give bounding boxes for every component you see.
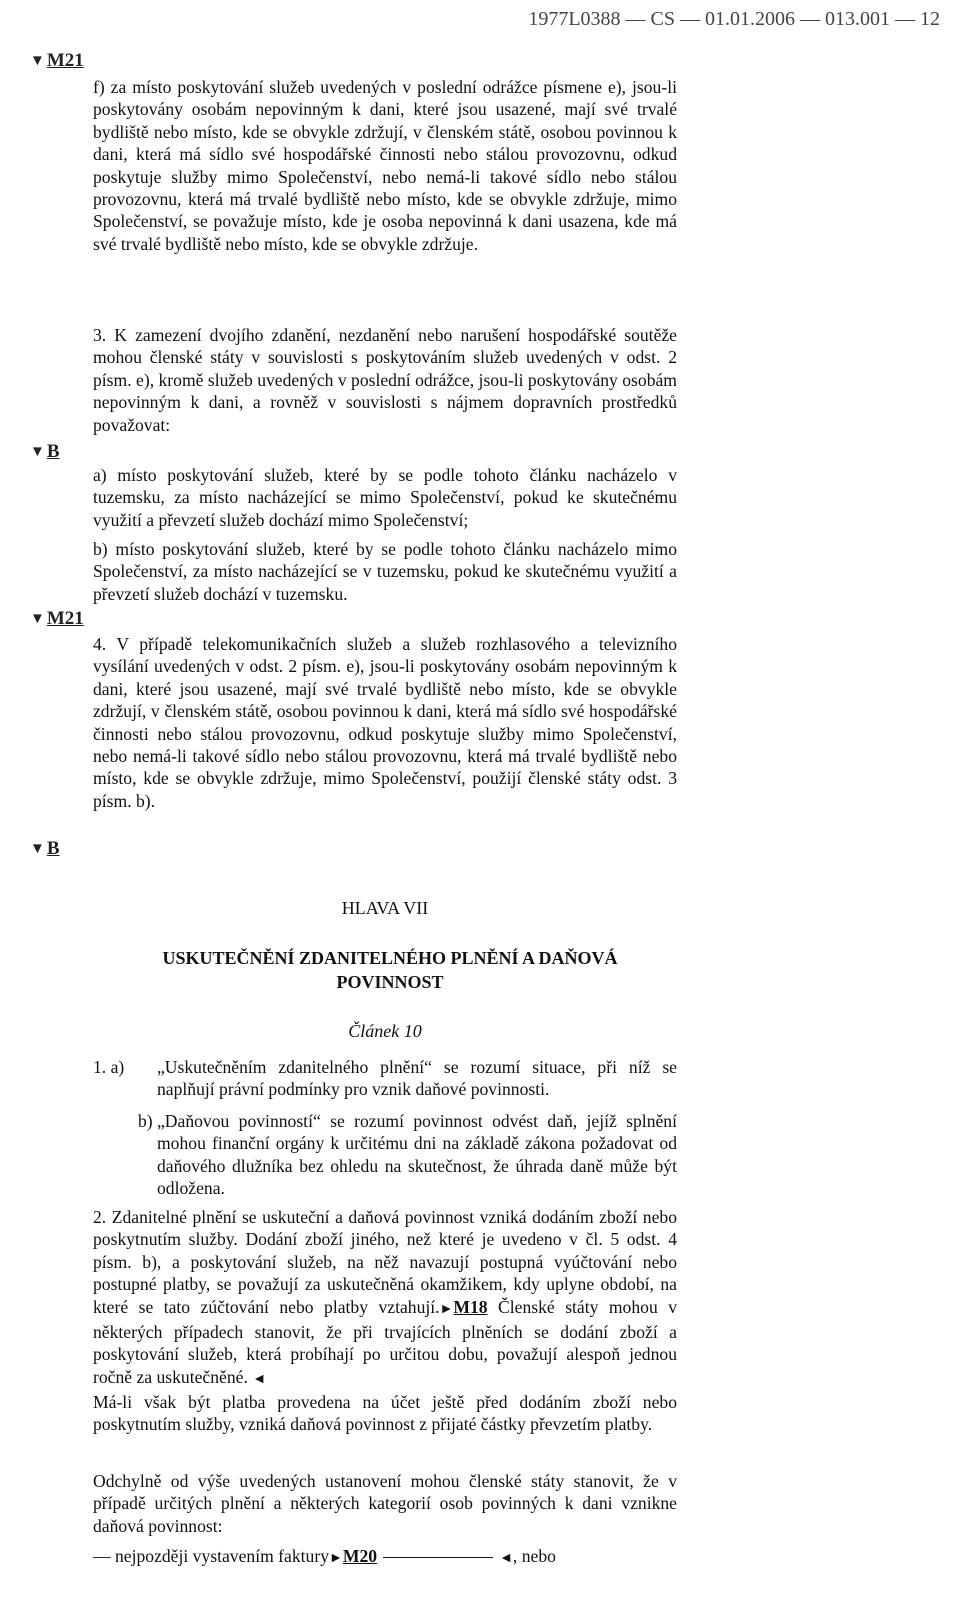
marker-label[interactable]: B — [46, 441, 60, 462]
amendment-reference[interactable]: M20 — [342, 1546, 378, 1566]
paragraph-ma-li: Má-li však být platba provedena na účet ještě před dodáním zboží nebo poskytnutím služby, vzniká daňová povinnost z přijaté částky převzetím platby. — [93, 1392, 677, 1435]
chapter-title: HLAVA VII — [341, 898, 429, 918]
paragraph-1b: b) „Daňovou povinností“ se rozumí povinnost odvést daň, jejíž splnění mohou finanční orgány k určitému dni na základě zákona požadovat od daňového dlužníka bez ohledu na skutečnost, že úhrada daně může být odložena. — [137, 1111, 677, 1199]
amendment-marker-m21 — [30, 608, 84, 630]
amendment-marker-b — [30, 838, 60, 860]
chapter-heading: USKUTEČNĚNÍ ZDANITELNÉHO PLNĚNÍ A DAŇOVÁ POVINNOST — [162, 948, 618, 992]
paragraph-3a: a) místo poskytování služeb, které by se podle tohoto článku nacházelo v tuzemsku, za místo nacházející se mimo Společenství, pokud ke skutečnému využití a převzetí služeb dochází mimo Společenství; — [93, 465, 677, 530]
triangle-down-icon: ▼ — [30, 610, 45, 627]
arrow-right-icon: ► — [439, 1301, 454, 1317]
paragraph-2: 2. Zdanitelné plnění se uskuteční a daňová povinnost vzniká dodáním zboží nebo poskytnutím služby. Dodání zboží jiného, než které je uvedeno v čl. 5 odst. 4 písm. b), a poskytování služeb, na něž navazují postupná vyúčtování nebo postupné platby, se považují za uskutečněná okamžikem, kdy uplyne období, na které se tato zúčtování nebo platby vztahují.►M18 Členské státy mohou v některých případech stanovit, že při trvajících plněních se dodání zboží a poskytování služeb, která probíhají po určitou dobu, považují alespoň jednou ročně za uskutečněné. ◄ — [93, 1207, 677, 1387]
paragraph-odchylne: Odchylně od výše uvedených ustanovení mohou členské státy stanovit, že v případě určitých plnění a některých kategorií osob povinných k dani vznikne daňová povinnost: — [93, 1471, 677, 1536]
paragraph-4: 4. V případě telekomunikačních služeb a služeb rozhlasového a televizního vysílání uvedených v odst. 2 písm. e), jsou-li poskytovány osobám nepovinným k dani, které jsou usazené, mají své trvalé bydliště nebo místo, kde se obvykle zdržují, v členském státě, osobou povinnou k dani, která má sídlo své hospodářské činnosti nebo stálou provozovnu, odkud poskytuje služby mimo Společenství, nebo nemá-li takové sídlo nebo stálou provozovnu, která má trvalé bydliště nebo místo, kde se obvykle zdržuje, mimo Společenství, použijí členské státy odst. 3 písm. b). — [93, 634, 677, 811]
article-title: Článek 10 — [348, 1021, 422, 1041]
divider — [383, 1557, 493, 1558]
paragraph-f: f) za místo poskytování služeb uvedených v poslední odrážce písmene e), jsou-li poskytovány osobám nepovinným k dani, které jsou usazené, mají své trvalé bydliště nebo místo, kde se obvykle zdržují, v členském státě, osobou povinnou k dani, která má sídlo své hospodářské činnosti nebo stálou provozovnu, odkud poskytuje služby mimo Společenství, nebo nemá-li takové sídlo nebo stálou provozovnu, která má trvalé bydliště nebo místo, kde se obvykle zdržuje, mimo Společenství, se považuje místo, kde je osoba nepovinná k dani usazena, kde má své trvalé bydliště nebo místo, kde se obvykle zdržuje. — [93, 77, 677, 254]
page-header: 1977L0388 — CS — 01.01.2006 — 013.001 — 12 — [528, 8, 940, 30]
paragraph-3b: b) místo poskytování služeb, které by se podle tohoto článku nacházelo mimo Společenství, za místo nacházející se v tuzemsku, pokud ke skutečnému využití a převzetí služeb dochází v tuzemsku. — [93, 539, 677, 604]
amendment-reference[interactable]: M18 — [453, 1296, 488, 1317]
triangle-down-icon: ▼ — [30, 840, 45, 857]
paragraph-3: 3. K zamezení dvojího zdanění, nezdanění nebo narušení hospodářské soutěže mohou členské státy v souvislosti s poskytováním služeb uvedených v odst. 2 písm. e), kromě služeb uvedených v poslední odrážce, jsou-li poskytovány osobám nepovinným k dani, a rovněž v souvislosti s nájmem dopravních prostředků považovat: — [93, 325, 677, 435]
paragraph-1a: 1. a) „Uskutečněním zdanitelného plnění“ se rozumí situace, při níž se naplňují právní podmínky pro vznik daňové povinnosti. — [93, 1057, 677, 1100]
marker-label[interactable]: M21 — [46, 50, 84, 71]
marker-label[interactable]: M21 — [46, 608, 84, 629]
marker-label[interactable]: B — [46, 838, 60, 859]
list-item: — nejpozději vystavením faktury►M20 ◄, nebo — [93, 1546, 556, 1566]
amendment-marker-b — [30, 441, 60, 463]
arrow-left-icon: ◄ — [499, 1551, 513, 1566]
amendment-marker-m21 — [30, 50, 84, 72]
triangle-down-icon: ▼ — [30, 52, 45, 69]
arrow-left-icon: ◄ — [252, 1371, 267, 1387]
triangle-down-icon: ▼ — [30, 443, 45, 460]
arrow-right-icon: ► — [329, 1551, 343, 1566]
